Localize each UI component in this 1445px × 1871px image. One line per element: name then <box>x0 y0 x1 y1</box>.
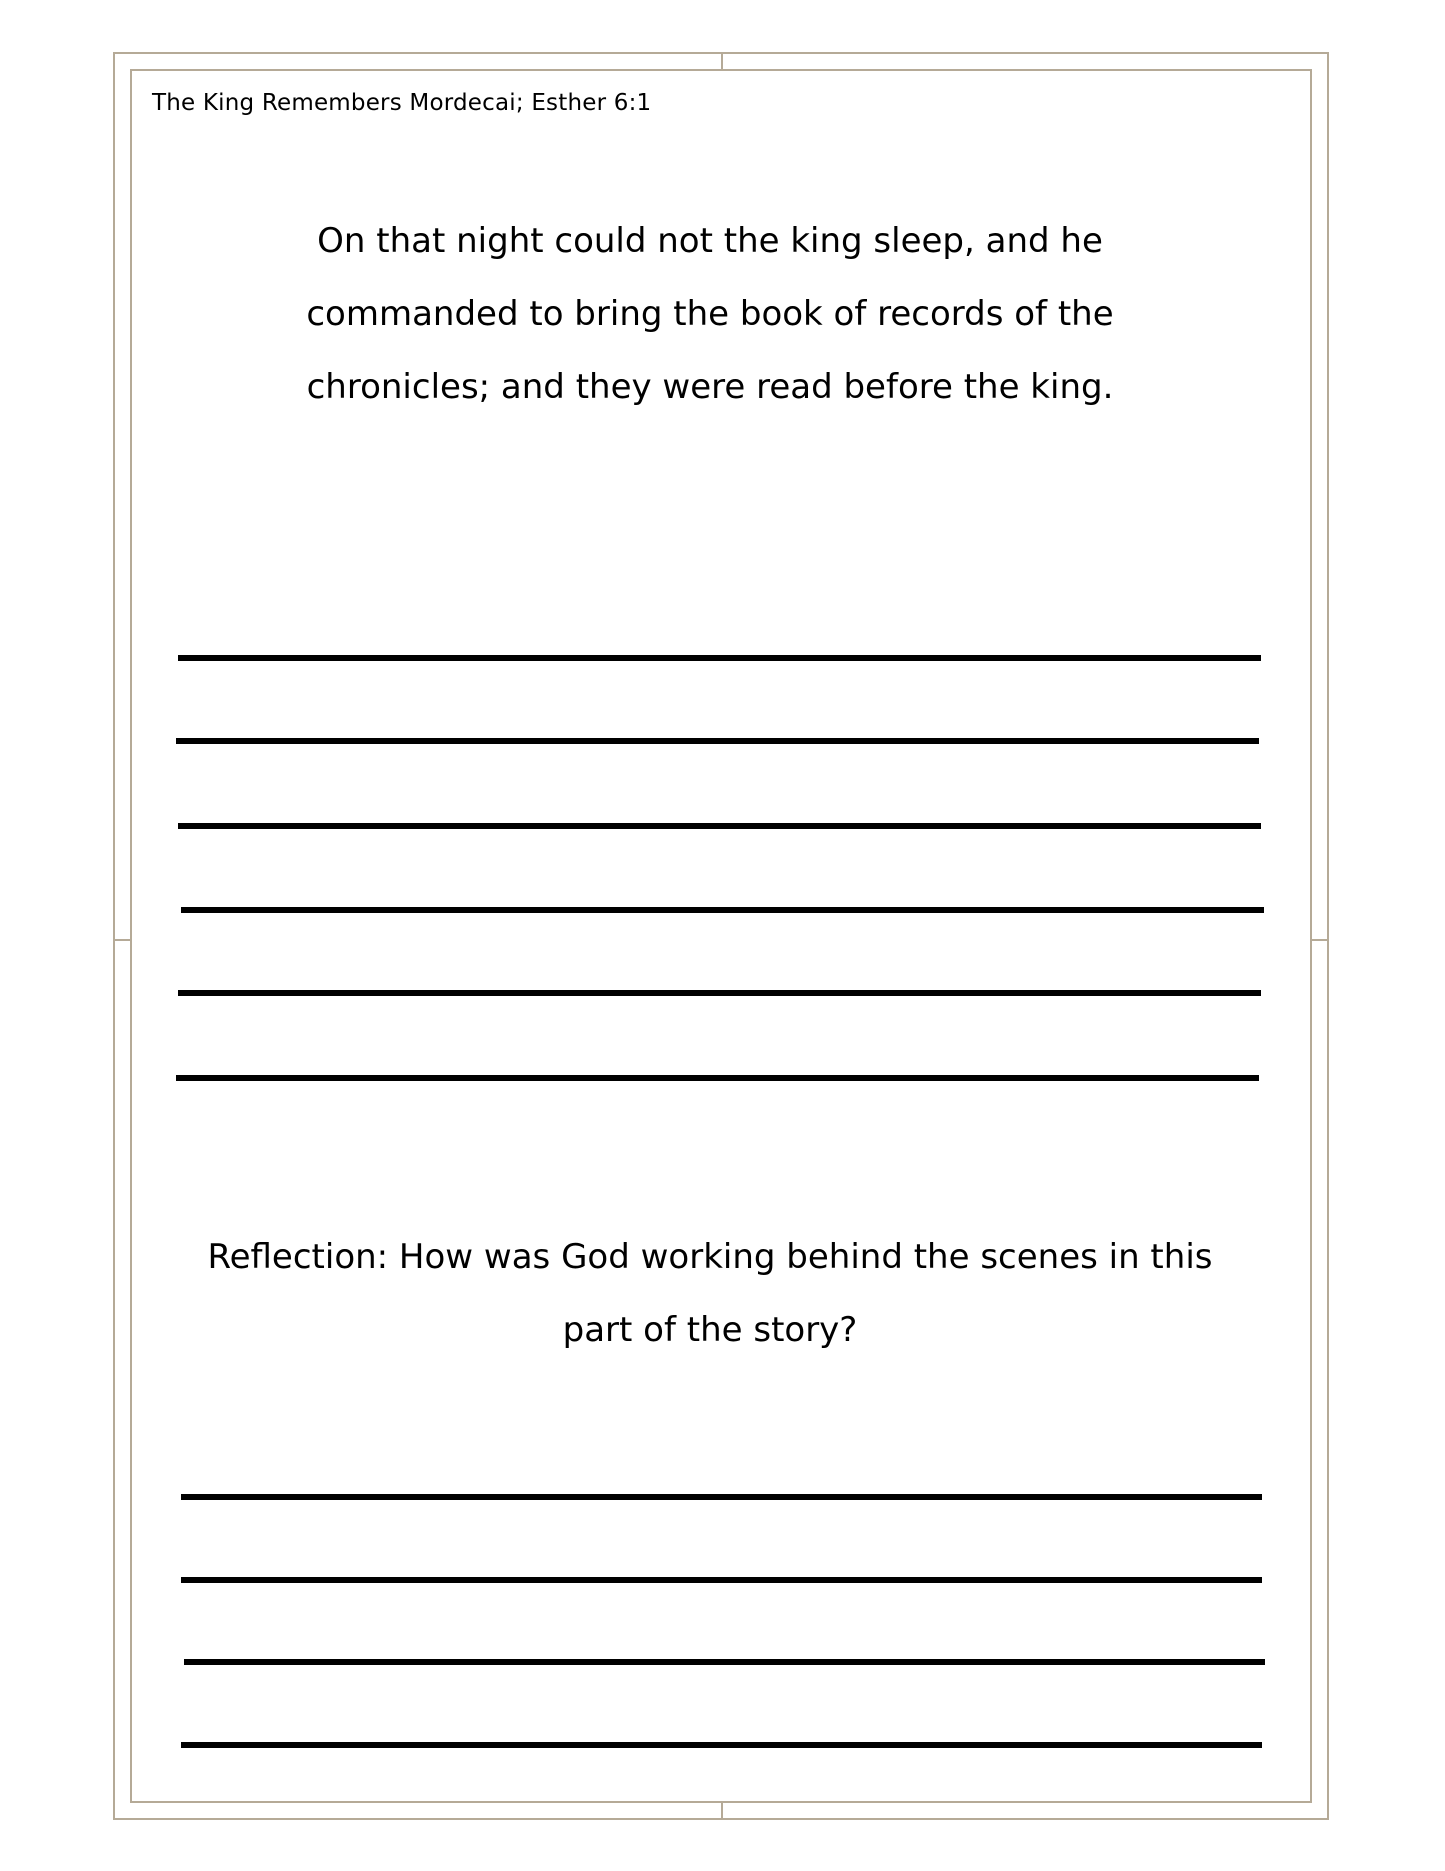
answer-line[interactable] <box>184 1659 1265 1665</box>
border-tick-right <box>1312 939 1329 941</box>
reflection-prompt <box>180 1221 1240 1367</box>
verse-line: commanded to bring the book of records of the <box>306 294 1114 334</box>
border-tick-top <box>721 52 723 69</box>
border-tick-left <box>113 939 130 941</box>
writing-line[interactable] <box>176 738 1259 744</box>
page-header: The King Remembers Mordecai; Esther 6:1 <box>152 90 652 116</box>
border-tick-bottom <box>721 1803 723 1820</box>
answer-line[interactable] <box>181 1742 1262 1748</box>
answer-line[interactable] <box>181 1494 1262 1500</box>
writing-line[interactable] <box>178 655 1261 661</box>
answer-line[interactable] <box>181 1577 1262 1583</box>
writing-line[interactable] <box>176 1075 1259 1081</box>
reflection-line: part of the story? <box>562 1310 858 1350</box>
verse-line: On that night could not the king sleep, and he <box>317 221 1103 261</box>
writing-line[interactable] <box>178 823 1261 829</box>
writing-line[interactable] <box>181 907 1264 913</box>
writing-line[interactable] <box>178 990 1261 996</box>
scripture-verse <box>230 205 1190 424</box>
verse-line: chronicles; and they were read before the king. <box>306 367 1114 407</box>
reflection-line: Reflection: How was God working behind the scenes in this <box>207 1237 1213 1277</box>
